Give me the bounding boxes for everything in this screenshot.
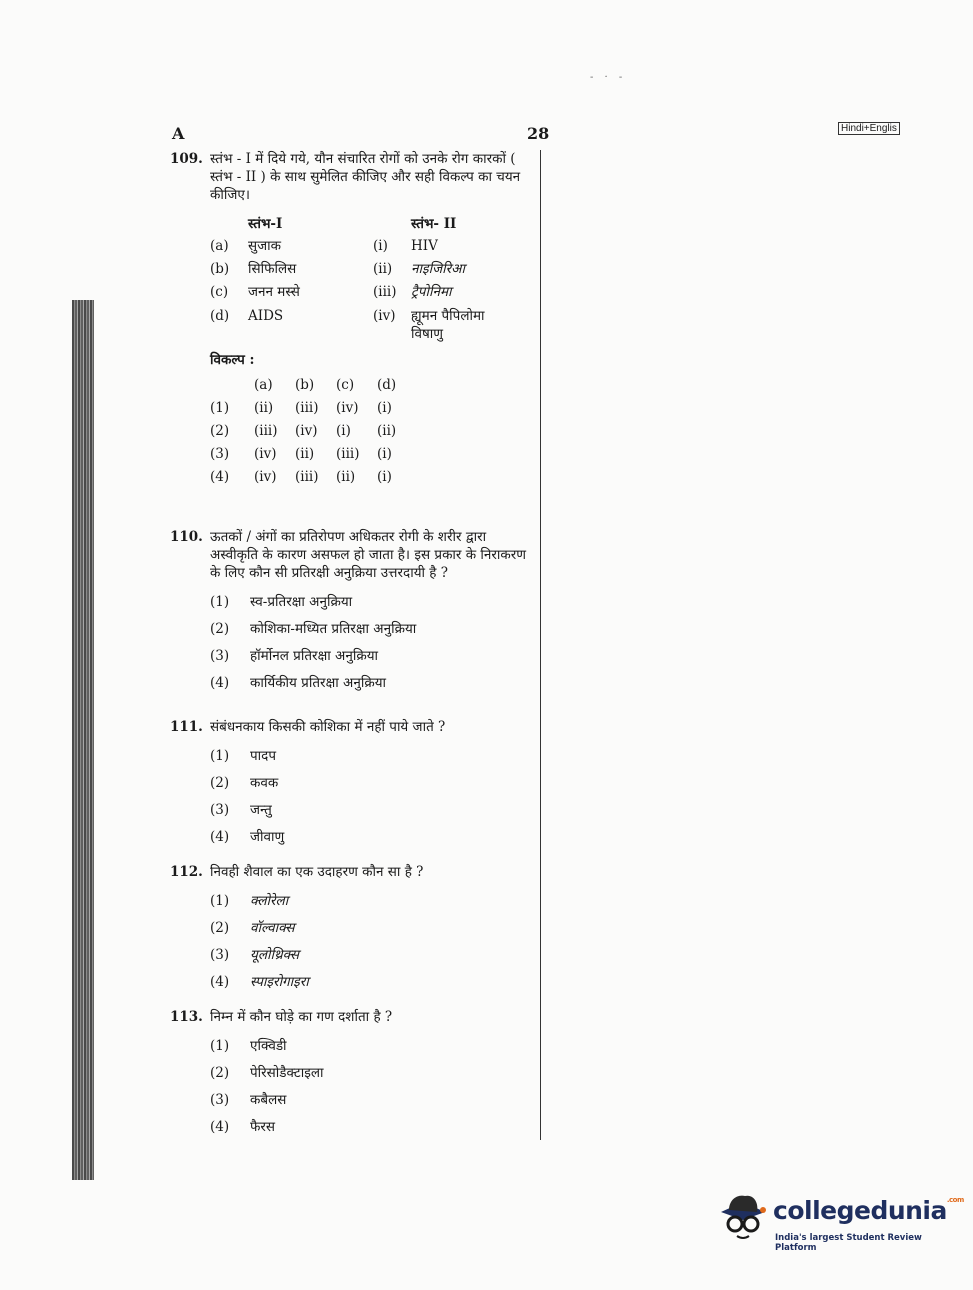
question-text: स्तंभ - I में दिये गये, यौन संचारित रोगों को उनके रोग कारकों ( स्तंभ - II ) के साथ सुमेलित कीजिए और सही विकल्प का चयन कीजिए। [210,151,521,204]
option-cell: (i) [377,399,392,416]
row-match: HIV [411,237,438,254]
logo-domain: .com [946,1196,964,1204]
choice-text: कवक [250,774,279,791]
choice-text: जन्तु [250,801,272,818]
logo-tagline: India's largest Student Review Platform [775,1233,922,1253]
hindi-question-109 [170,150,535,488]
choice-number: (4) [210,1118,230,1135]
grid-head: (d) [377,376,397,393]
question-text: ऊतकों / अंगों का प्रतिरोपण अधिकतर रोगी के शरीर द्वारा अस्वीकृति के कारण असफल हो जाता है। इस प्रकार के निराकरण के लिए कौन सी प्रतिरक्षी अनुक्रिया उत्तरदायी है ? [210,529,527,582]
question-text: निवही शैवाल का एक उदाहरण कौन सा है ? [210,864,424,880]
choice-text: वॉल्वाक्स [250,919,295,936]
options-title: विकल्प : [210,351,255,368]
answer-choice [210,823,535,850]
answer-choice [210,1086,535,1113]
choice-number: (3) [210,946,230,963]
option-cell: (ii) [254,399,274,416]
choice-text: फैरस [250,1118,276,1135]
choice-text: कार्यिकीय प्रतिरक्षा अनुक्रिया [250,675,387,692]
choice-text: स्पाइरोगाइरा [250,973,309,990]
option-cell: (ii) [336,468,356,485]
choice-number: (4) [210,828,230,845]
page-set-letter: A [172,124,185,143]
hindi-question-110 [170,528,535,697]
choice-text: स्व-प्रतिरक्षा अनुक्रिया [250,594,353,611]
option-cell: (iii) [336,445,360,462]
scan-edge-artifact [72,300,94,1180]
option-cell: (iv) [254,445,277,462]
answer-choice [210,796,535,823]
question-number: 109. [170,151,203,167]
answer-choice [210,1059,535,1086]
choice-text: जीवाणु [250,828,285,845]
row-label: (d) [210,307,230,324]
choice-number: (3) [210,1091,230,1108]
option-row [210,419,535,442]
question-number: 112. [170,864,203,880]
answer-choice [210,616,535,643]
choice-text: क्लोरेला [250,892,289,909]
hindi-question-111 [170,718,535,850]
option-number: (2) [210,422,230,439]
top-marks: - · - [590,72,627,83]
column-2-heading: स्तंभ- II [411,215,457,232]
option-cell: (i) [336,422,351,439]
row-match-label: (ii) [373,261,393,278]
option-row [210,396,535,419]
language-tag: Hindi+Englis [838,122,900,135]
row-match-label: (i) [373,237,388,254]
choice-text: एक्विडी [250,1037,287,1054]
answer-choice [210,742,535,769]
choice-text: हॉर्मोनल प्रतिरक्षा अनुक्रिया [250,648,379,665]
question-number: 110. [170,529,203,545]
option-cell: (ii) [295,445,315,462]
choice-text: पेरिसोडैक्टाइला [250,1064,324,1081]
hindi-question-112 [170,863,535,995]
answer-choice [210,914,535,941]
answer-choice [210,941,535,968]
row-match-label: (iv) [373,307,396,324]
logo-brand: collegedunia [773,1196,947,1225]
question-number: 111. [170,719,203,735]
match-row [210,307,535,343]
option-row [210,465,535,488]
choice-number: (2) [210,621,230,638]
choice-text: पादप [250,747,277,764]
student-mascot-icon [715,1190,769,1244]
option-cell: (ii) [377,422,397,439]
options-grid [210,373,535,488]
option-cell: (iv) [254,468,277,485]
option-number: (4) [210,468,230,485]
row-item: जनन मस्से [248,284,300,301]
grid-head: (b) [295,376,315,393]
hindi-question-113 [170,1008,535,1140]
choice-number: (3) [210,648,230,665]
match-row [210,237,535,255]
choice-number: (2) [210,774,230,791]
option-cell: (iv) [336,399,359,416]
answer-choice [210,887,535,914]
choice-number: (4) [210,973,230,990]
column-divider [540,150,541,1140]
choice-text: कोशिका-मध्यित प्रतिरक्षा अनुक्रिया [250,621,417,638]
row-item: सिफिलिस [248,261,297,278]
grid-head: (c) [336,376,355,393]
option-row [210,442,535,465]
option-cell: (iv) [295,422,318,439]
page-number: 28 [527,124,550,143]
answer-choice [210,589,535,616]
row-label: (b) [210,261,230,278]
row-item: सुजाक [248,237,282,254]
row-item: AIDS [248,307,284,324]
option-number: (3) [210,445,230,462]
choice-number: (4) [210,675,230,692]
choice-number: (1) [210,892,230,909]
row-match: ह्यूमन पैपिलोमा विषाणु [411,307,485,342]
choice-text: कबैलस [250,1091,287,1108]
answer-choice [210,1113,535,1140]
choice-number: (1) [210,594,230,611]
option-cell: (i) [377,445,392,462]
answer-choice [210,1032,535,1059]
match-table [210,215,535,343]
choice-text: यूलोथ्रिक्स [250,946,300,963]
choice-number: (3) [210,801,230,818]
logo-wordmark [773,1196,964,1225]
question-text: निम्न में कौन घोड़े का गण दर्शाता है ? [210,1009,393,1025]
answer-choice [210,643,535,670]
option-cell: (iii) [295,468,319,485]
question-number: 113. [170,1009,203,1025]
answer-choice [210,968,535,995]
row-match: ट्रैपोनिमा [411,284,452,301]
row-label: (a) [210,237,229,254]
grid-head: (a) [254,376,273,393]
match-row [210,283,535,301]
choice-number: (1) [210,1037,230,1054]
column-1-heading: स्तंभ-I [248,215,283,232]
option-cell: (i) [377,468,392,485]
row-match: नाइजिरिआ [411,261,465,278]
choice-number: (2) [210,919,230,936]
option-cell: (iii) [254,422,278,439]
answer-choice [210,670,535,697]
collegedunia-logo[interactable] [715,1190,964,1253]
question-text: संबंधनकाय किसकी कोशिका में नहीं पाये जाते ? [210,719,446,735]
match-row [210,260,535,278]
row-label: (c) [210,284,229,301]
option-cell: (iii) [295,399,319,416]
choice-number: (2) [210,1064,230,1081]
answer-choice [210,769,535,796]
choice-number: (1) [210,747,230,764]
option-number: (1) [210,399,230,416]
row-match-label: (iii) [373,284,397,301]
